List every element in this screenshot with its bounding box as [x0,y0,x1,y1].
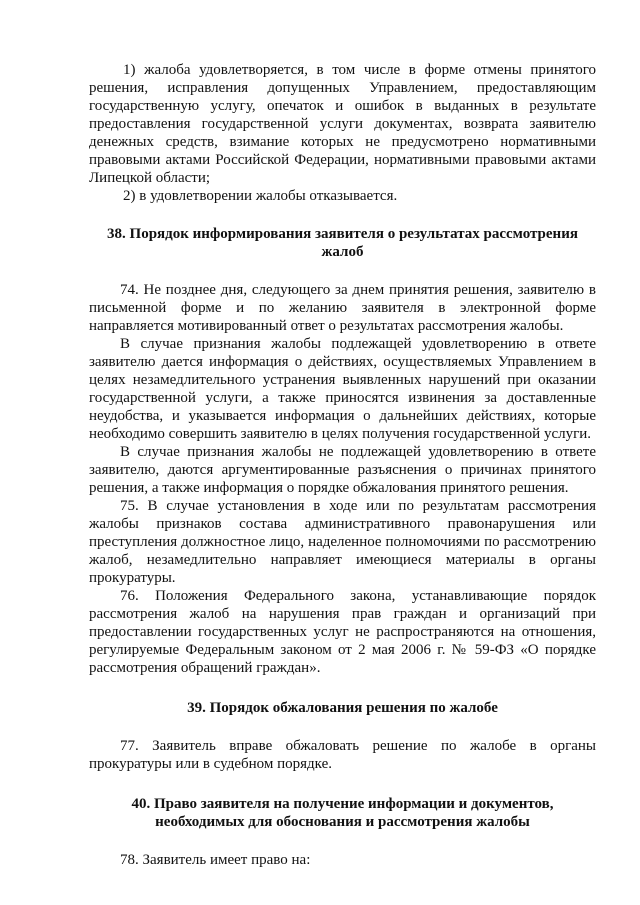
paragraph-75: 75. В случае установления в ходе или по результатам рассмотрения жалобы признаков состава административного правонарушения или преступления должностное лицо, наделенное полномочиями по рассмотрению жалоб, незамедлительно направляет имеющиеся материалы в органы прокуратуры. [89,498,596,586]
paragraph-74-satisfied: В случае признания жалобы подлежащей удовлетворению в ответе заявителю дается информация о действиях, осуществляемых Управлением в целях незамедлительного устранения выявленных нарушений при оказании государственной услуги, а также приносятся извинения за доставленные неудобства, и указывается информация о дальнейших действиях, которые необходимо совершить заявителю в целях получения государственной услуги. [89,336,596,442]
section-38-body [89,281,596,677]
list-item-1: 1) жалоба удовлетворяется, в том числе в форме отмены принятого решения, исправления допущенных Управлением, предоставляющим государственную услугу, опечаток и ошибок в выданных в результате предоставления государственной услуги документах, возврата заявителю денежных средств, взимание которых не предусмотрено нормативными правовыми актами Российской Федерации, нормативными правовыми актами Липецкой области; [89,62,596,186]
section-39-heading: 39. Порядок обжалования решения по жалобе [187,700,498,716]
paragraph-76: 76. Положения Федерального закона, устанавливающие порядок рассмотрения жалоб на нарушения прав граждан и организаций при предоставлении государственных услуг не распространяются на отношения, регулируемые Федеральным законом от 2 мая 2006 г. № 59-ФЗ «О порядке рассмотрения обращений граждан». [89,588,596,676]
paragraph-77: 77. Заявитель вправе обжаловать решение по жалобе в органы прокуратуры или в судебном порядке. [89,738,596,772]
section-40-heading: 40. Право заявителя на получение информации и документов, необходимых для обоснования и рассмотрения жалобы [131,796,554,830]
section-39-body [89,737,596,773]
paragraph-74: 74. Не позднее дня, следующего за днем принятия решения, заявителю в письменной форме и по желанию заявителя в электронной форме направляется мотивированный ответ о результатах рассмотрения жалобы. [89,282,596,334]
document-body [89,61,596,869]
section-40-body [89,851,596,869]
paragraph-78: 78. Заявитель имеет право на: [120,852,311,868]
list-item-2: 2) в удовлетворении жалобы отказывается. [123,188,398,204]
section-38-heading: 38. Порядок информирования заявителя о результатах рассмотрения жалоб [107,226,578,260]
paragraph-74-rejected: В случае признания жалобы не подлежащей удовлетворению в ответе заявителю, даются аргументированные разъяснения о причинах принятого решения, а также информация о порядке обжалования принятого решения. [89,444,596,496]
